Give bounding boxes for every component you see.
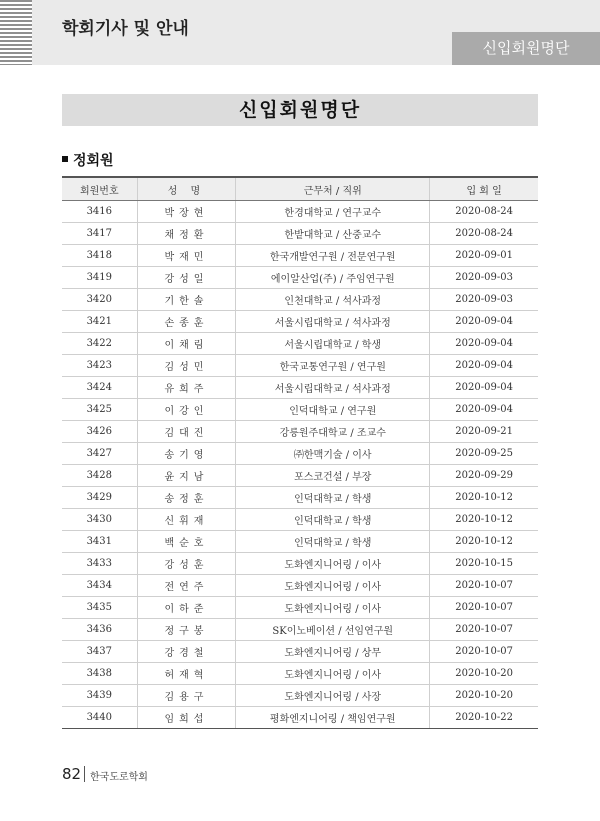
- member-id: 3436: [62, 619, 137, 641]
- member-affiliation: 서울시립대학교 / 석사과정: [236, 377, 430, 399]
- member-join-date: 2020-09-25: [430, 443, 538, 465]
- section-label: [62, 150, 114, 170]
- member-join-date: 2020-09-01: [430, 245, 538, 267]
- member-join-date: 2020-10-07: [430, 641, 538, 663]
- member-affiliation: 평화엔지니어링 / 책임연구원: [236, 707, 430, 729]
- member-name: 이채림: [137, 333, 236, 355]
- member-join-date: 2020-09-21: [430, 421, 538, 443]
- member-affiliation: 인천대학교 / 석사과정: [236, 289, 430, 311]
- member-table: [62, 176, 538, 729]
- member-join-date: 2020-09-03: [430, 289, 538, 311]
- member-name: 신휘재: [137, 509, 236, 531]
- member-id: 3428: [62, 465, 137, 487]
- table-row: [62, 575, 538, 597]
- member-id: 3437: [62, 641, 137, 663]
- member-name: 허재혁: [137, 663, 236, 685]
- member-join-date: 2020-10-15: [430, 553, 538, 575]
- member-name: 전연주: [137, 575, 236, 597]
- member-join-date: 2020-09-04: [430, 333, 538, 355]
- table-row: [62, 619, 538, 641]
- footer-divider: [84, 766, 85, 782]
- member-id: 3434: [62, 575, 137, 597]
- member-join-date: 2020-09-04: [430, 311, 538, 333]
- member-join-date: 2020-10-20: [430, 663, 538, 685]
- member-name: 김성민: [137, 355, 236, 377]
- page-number: 82: [62, 765, 82, 783]
- table-row: [62, 399, 538, 421]
- member-name: 김용구: [137, 685, 236, 707]
- member-name: 이강인: [137, 399, 236, 421]
- member-name: 정구봉: [137, 619, 236, 641]
- member-affiliation: 도화엔지니어링 / 상무: [236, 641, 430, 663]
- member-join-date: 2020-10-07: [430, 597, 538, 619]
- member-affiliation: SK이노베이션 / 선임연구원: [236, 619, 430, 641]
- member-affiliation: 도화엔지니어링 / 이사: [236, 663, 430, 685]
- table-row: [62, 421, 538, 443]
- member-affiliation: 인덕대학교 / 연구원: [236, 399, 430, 421]
- member-join-date: 2020-08-24: [430, 223, 538, 245]
- member-name: 박장현: [137, 201, 236, 223]
- table-row: [62, 465, 538, 487]
- member-join-date: 2020-08-24: [430, 201, 538, 223]
- column-header-id: 회원번호: [62, 177, 137, 201]
- member-affiliation: 한국개발연구원 / 전문연구원: [236, 245, 430, 267]
- table-row: [62, 377, 538, 399]
- member-id: 3419: [62, 267, 137, 289]
- table-row: [62, 531, 538, 553]
- footer-organization: 한국도로학회: [90, 772, 148, 783]
- member-join-date: 2020-09-29: [430, 465, 538, 487]
- member-name: 임희섭: [137, 707, 236, 729]
- member-affiliation: 도화엔지니어링 / 사장: [236, 685, 430, 707]
- column-header-date: 입 회 일: [430, 177, 538, 201]
- member-name: 박재민: [137, 245, 236, 267]
- member-join-date: 2020-10-12: [430, 531, 538, 553]
- member-affiliation: 도화엔지니어링 / 이사: [236, 575, 430, 597]
- member-name: 채정환: [137, 223, 236, 245]
- member-join-date: 2020-09-04: [430, 377, 538, 399]
- member-name: 기한솔: [137, 289, 236, 311]
- table-row: [62, 223, 538, 245]
- member-affiliation: 인덕대학교 / 학생: [236, 487, 430, 509]
- member-join-date: 2020-09-04: [430, 355, 538, 377]
- member-join-date: 2020-10-12: [430, 509, 538, 531]
- header-section-tab: 신입회원명단: [452, 32, 600, 65]
- member-name: 강성훈: [137, 553, 236, 575]
- member-affiliation: 강릉원주대학교 / 조교수: [236, 421, 430, 443]
- member-id: 3421: [62, 311, 137, 333]
- member-name: 강경철: [137, 641, 236, 663]
- square-bullet-icon: [62, 156, 68, 162]
- header-section-title: 학회기사 및 안내: [62, 19, 189, 39]
- member-join-date: 2020-09-03: [430, 267, 538, 289]
- table-row: [62, 311, 538, 333]
- member-name: 유희주: [137, 377, 236, 399]
- table-row: [62, 245, 538, 267]
- member-affiliation: 인덕대학교 / 학생: [236, 509, 430, 531]
- member-id: 3423: [62, 355, 137, 377]
- member-id: 3430: [62, 509, 137, 531]
- table-row: [62, 707, 538, 729]
- member-name: 송정훈: [137, 487, 236, 509]
- member-join-date: 2020-10-07: [430, 619, 538, 641]
- member-name: 백순호: [137, 531, 236, 553]
- member-affiliation: 서울시립대학교 / 학생: [236, 333, 430, 355]
- column-header-name: 성 명: [137, 177, 236, 201]
- table-row: [62, 267, 538, 289]
- table-row: [62, 641, 538, 663]
- member-id: 3431: [62, 531, 137, 553]
- page-title: 신입회원명단: [62, 94, 538, 126]
- member-affiliation: 에이알산업(주) / 주임연구원: [236, 267, 430, 289]
- column-header-affiliation: 근무처 / 직위: [236, 177, 430, 201]
- member-id: 3438: [62, 663, 137, 685]
- member-name: 손종훈: [137, 311, 236, 333]
- member-join-date: 2020-10-20: [430, 685, 538, 707]
- member-join-date: 2020-10-07: [430, 575, 538, 597]
- member-id: 3425: [62, 399, 137, 421]
- table-row: [62, 487, 538, 509]
- table-row: [62, 333, 538, 355]
- member-join-date: 2020-10-22: [430, 707, 538, 729]
- table-row: [62, 663, 538, 685]
- member-id: 3429: [62, 487, 137, 509]
- member-join-date: 2020-10-12: [430, 487, 538, 509]
- table-header-row: [62, 177, 538, 201]
- member-affiliation: 도화엔지니어링 / 이사: [236, 553, 430, 575]
- member-id: 3427: [62, 443, 137, 465]
- member-affiliation: 인덕대학교 / 학생: [236, 531, 430, 553]
- member-affiliation: 서울시립대학교 / 석사과정: [236, 311, 430, 333]
- member-id: 3418: [62, 245, 137, 267]
- member-affiliation: 한국교통연구원 / 연구원: [236, 355, 430, 377]
- table-row: [62, 509, 538, 531]
- table-row: [62, 201, 538, 223]
- member-id: 3424: [62, 377, 137, 399]
- member-id: 3440: [62, 707, 137, 729]
- table-row: [62, 443, 538, 465]
- member-id: 3433: [62, 553, 137, 575]
- member-affiliation: 도화엔지니어링 / 이사: [236, 597, 430, 619]
- table-row: [62, 289, 538, 311]
- member-id: 3416: [62, 201, 137, 223]
- member-join-date: 2020-09-04: [430, 399, 538, 421]
- table-row: [62, 355, 538, 377]
- table-row: [62, 597, 538, 619]
- table-row: [62, 553, 538, 575]
- member-id: 3439: [62, 685, 137, 707]
- member-id: 3435: [62, 597, 137, 619]
- member-name: 송기영: [137, 443, 236, 465]
- member-name: 윤지남: [137, 465, 236, 487]
- member-id: 3417: [62, 223, 137, 245]
- member-affiliation: ㈜한맥기술 / 이사: [236, 443, 430, 465]
- member-id: 3422: [62, 333, 137, 355]
- table-row: [62, 685, 538, 707]
- member-affiliation: 한경대학교 / 연구교수: [236, 201, 430, 223]
- member-id: 3420: [62, 289, 137, 311]
- member-affiliation: 포스코건설 / 부장: [236, 465, 430, 487]
- header-stripes: [0, 0, 32, 65]
- member-affiliation: 한밭대학교 / 산중교수: [236, 223, 430, 245]
- section-label-text: 정회원: [73, 153, 114, 169]
- member-id: 3426: [62, 421, 137, 443]
- member-name: 이하준: [137, 597, 236, 619]
- member-name: 김대진: [137, 421, 236, 443]
- member-name: 강성일: [137, 267, 236, 289]
